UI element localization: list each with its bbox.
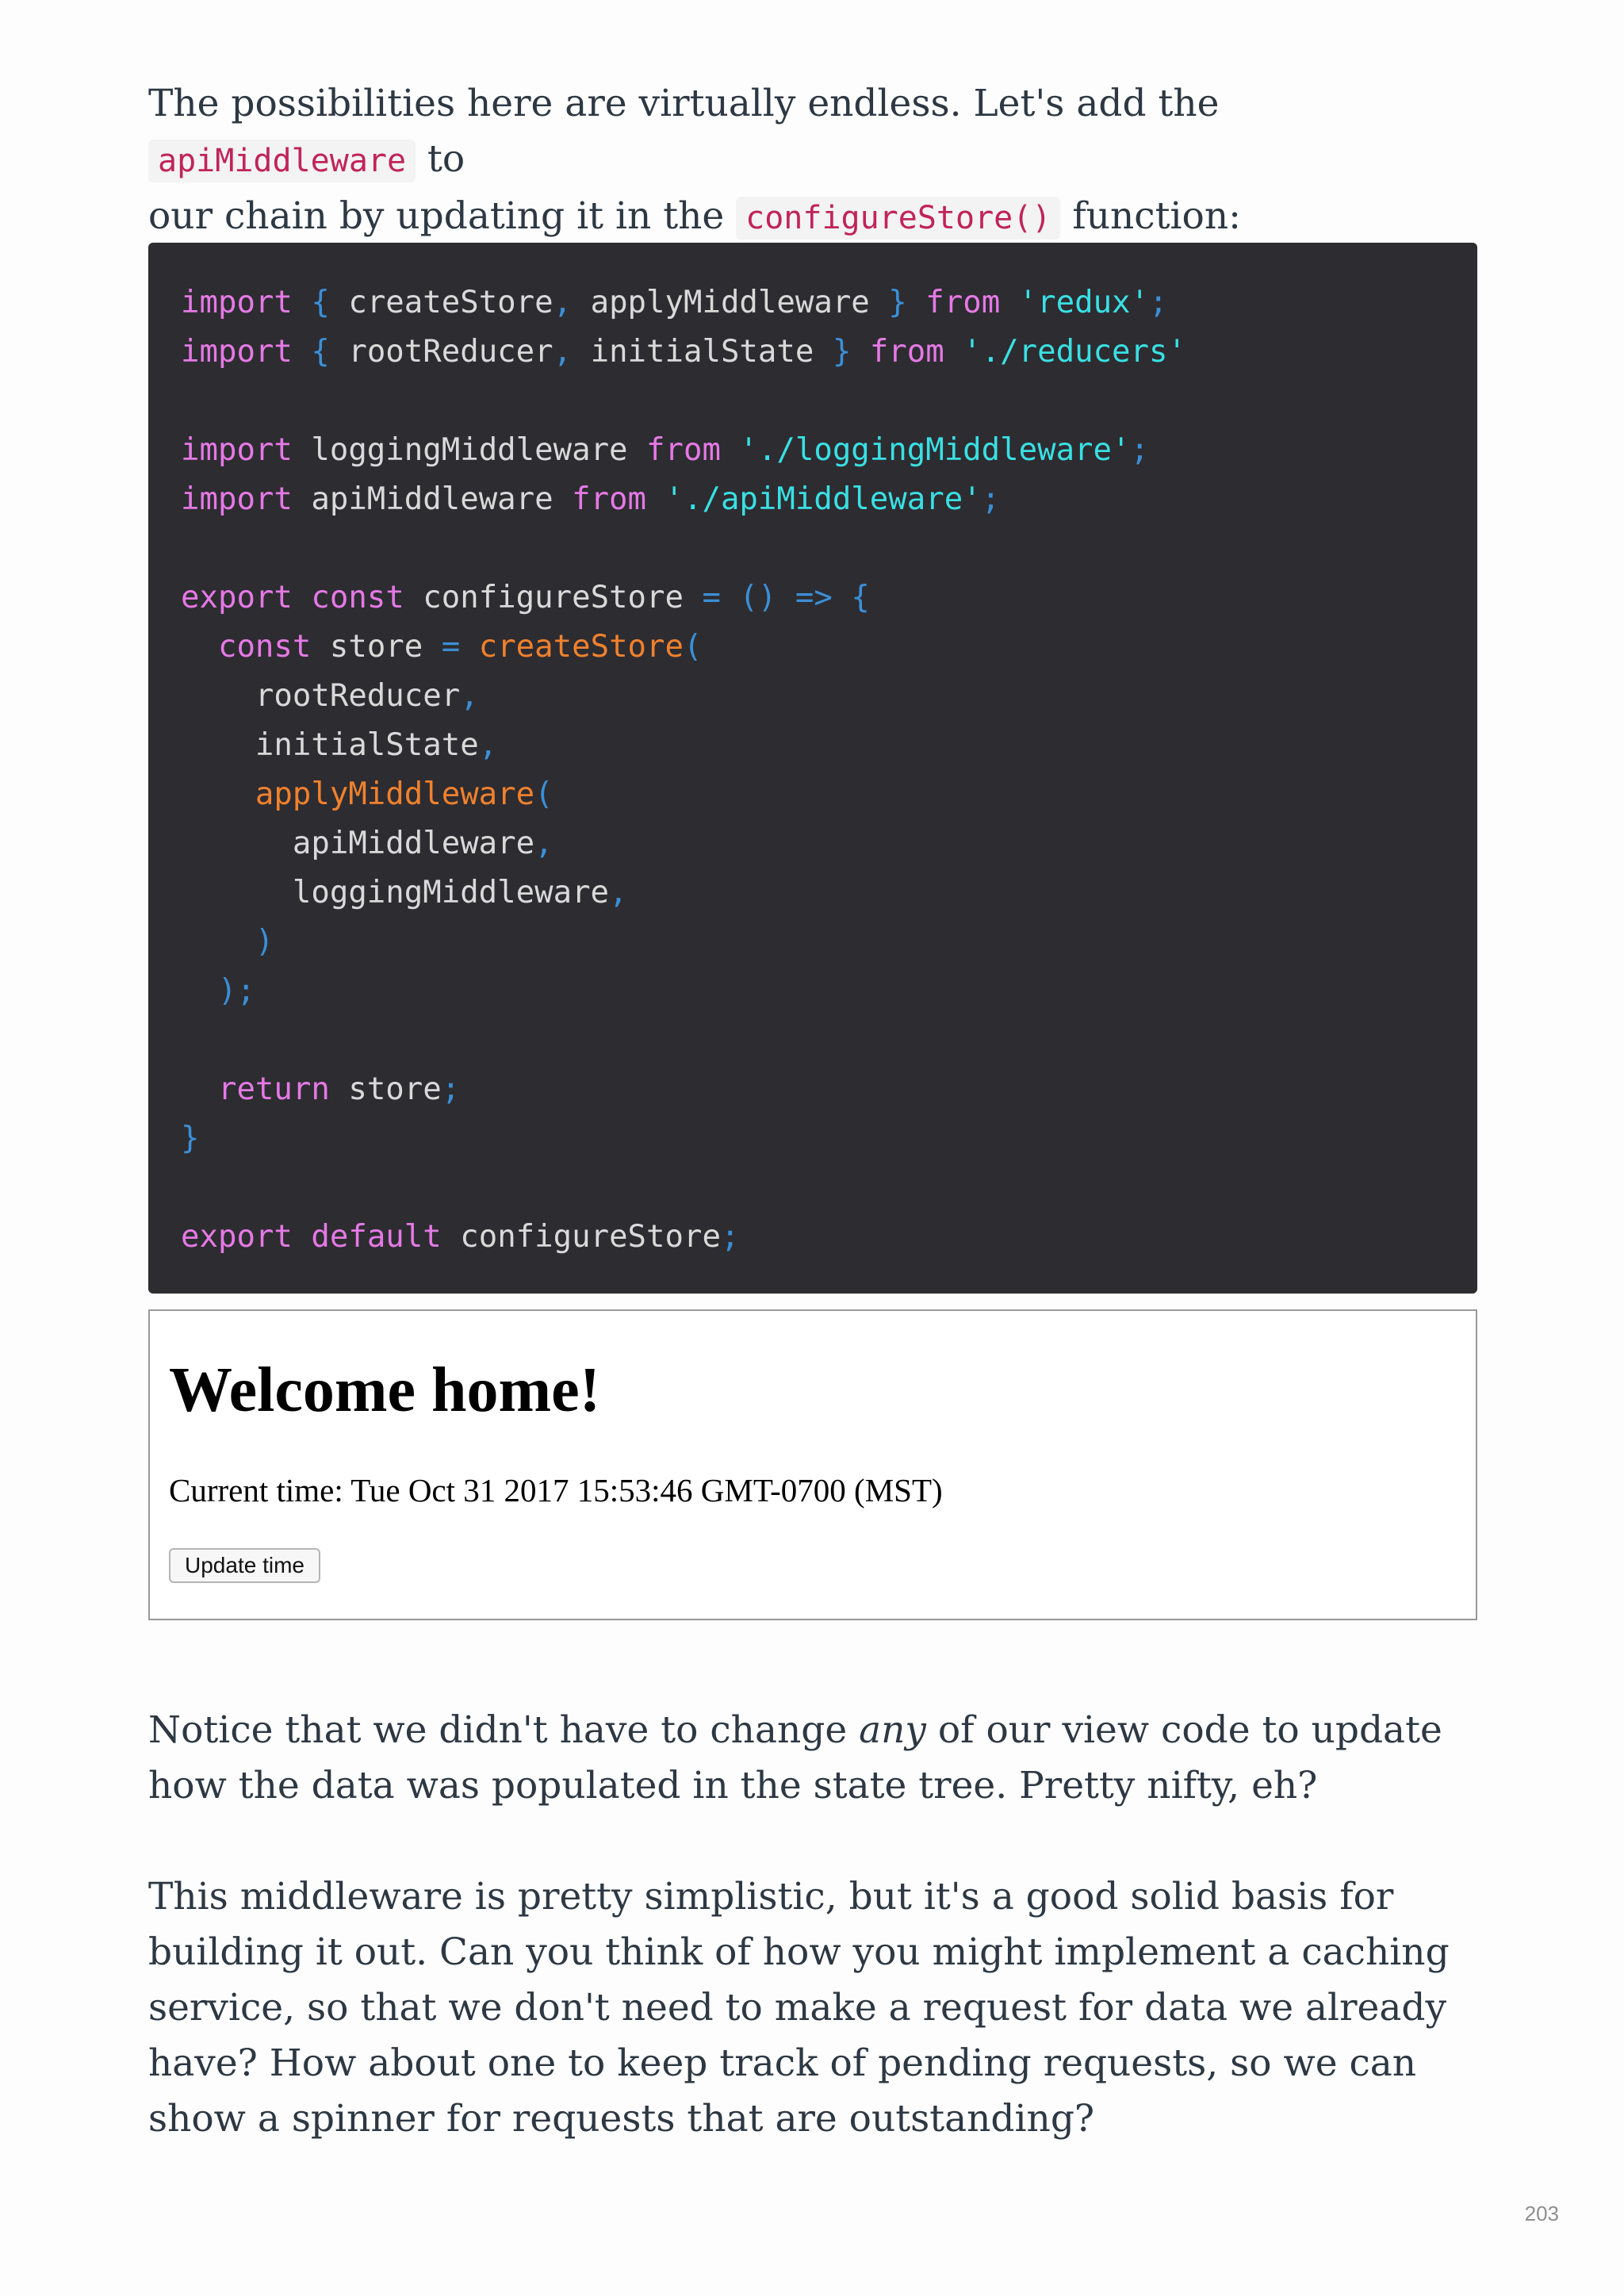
code-keyword: import (181, 481, 293, 517)
code-line (181, 1114, 1477, 1163)
code-line (181, 721, 1477, 770)
inline-code-api-middleware: apiMiddleware (148, 140, 416, 182)
code-identifier (721, 432, 739, 468)
code-identifier (293, 1219, 311, 1255)
code-identifier: store (329, 1071, 442, 1107)
code-identifier: rootReducer (329, 334, 553, 370)
code-punctuation: } (181, 1121, 200, 1156)
code-keyword: return (217, 1071, 330, 1107)
code-string: './loggingMiddleware' (739, 432, 1131, 468)
code-identifier: store (311, 629, 442, 665)
code-punctuation: () (739, 580, 777, 615)
intro-paragraph (148, 76, 1480, 246)
code-identifier: configureStore (404, 580, 703, 615)
code-identifier (181, 1071, 218, 1107)
code-punctuation: ; (1149, 285, 1168, 320)
code-string: 'redux' (1018, 285, 1150, 320)
code-string: './apiMiddleware' (665, 481, 982, 517)
code-line (181, 1213, 1477, 1262)
notice-emphasis: any (859, 1708, 926, 1752)
middleware-paragraph: This middleware is pretty simplistic, but it's a good solid basis for building it out. Can you think of how you might implement a caching service, so that we don't need to make a request for data we already have? How about one to keep track of pending requests, so we can show a spinner for requests that are outstanding? (148, 1875, 1450, 2141)
code-keyword: import (181, 432, 293, 468)
current-time-label: Current time: (169, 1472, 351, 1508)
notice-paragraph (148, 1703, 1480, 1814)
code-punctuation: ; (981, 481, 1001, 517)
notice-text-start: Notice that we didn't have to change (148, 1708, 860, 1752)
code-identifier: configureStore (441, 1219, 721, 1255)
code-line (181, 524, 1477, 573)
code-line (181, 1065, 1477, 1114)
code-keyword: const (311, 580, 404, 615)
code-identifier: initialState (181, 727, 479, 763)
code-punctuation: , (460, 678, 479, 714)
code-line (181, 623, 1477, 672)
code-line (181, 1163, 1477, 1213)
code-punctuation: = (702, 580, 721, 615)
code-line (181, 1016, 1477, 1065)
code-identifier (460, 629, 478, 665)
code-identifier (293, 580, 311, 615)
demo-heading: Welcome home! (169, 1355, 601, 1425)
code-keyword: export (181, 580, 293, 615)
code-line (181, 819, 1477, 868)
code-identifier: createStore (329, 285, 553, 320)
code-keyword: default (311, 1219, 442, 1255)
code-keyword: from (646, 432, 721, 468)
current-time-value: Tue Oct 31 2017 15:53:46 GMT-0700 (MST) (350, 1472, 943, 1508)
code-identifier: apiMiddleware (292, 481, 573, 517)
code-punctuation: ); (217, 973, 255, 1009)
intro-line2-text: our chain by updating it in the (148, 194, 737, 238)
code-punctuation: , (553, 285, 573, 320)
code-line (181, 573, 1477, 623)
intro-line2-tail: function: (1060, 194, 1241, 238)
code-function: applyMiddleware (255, 776, 535, 812)
code-punctuation: => (795, 580, 833, 615)
code-keyword: from (572, 481, 647, 517)
code-identifier (944, 334, 963, 370)
update-time-button[interactable]: Update time (169, 1548, 320, 1583)
code-line (181, 278, 1477, 328)
code-identifier (181, 629, 218, 665)
code-keyword: from (869, 334, 944, 370)
code-punctuation: ( (534, 776, 553, 812)
code-identifier (833, 580, 851, 615)
code-punctuation: ) (255, 924, 274, 960)
code-punctuation: ; (441, 1071, 461, 1107)
code-identifier: loggingMiddleware (292, 432, 647, 468)
code-punctuation: { (311, 334, 330, 370)
code-line (181, 868, 1477, 918)
code-keyword: import (181, 285, 293, 320)
code-identifier (851, 334, 869, 370)
code-keyword: from (925, 285, 1001, 320)
code-line (181, 770, 1477, 819)
notice-text-end: of our view code to update how the data was populated in the state tree. Pretty nifty, eh? (148, 1708, 1442, 1807)
code-punctuation: ( (684, 629, 703, 665)
code-identifier: initialState (572, 334, 833, 370)
code-identifier (181, 924, 255, 960)
code-line (181, 918, 1477, 967)
code-line (181, 967, 1477, 1016)
code-punctuation: } (832, 334, 852, 370)
code-block (148, 243, 1477, 1294)
page-number: 203 (1524, 2202, 1559, 2225)
code-line (181, 426, 1477, 475)
code-punctuation: { (851, 580, 870, 615)
code-string: './reducers' (963, 334, 1186, 370)
code-punctuation: , (534, 826, 553, 861)
intro-line1-tail: to (416, 137, 465, 181)
code-identifier (907, 285, 925, 320)
code-identifier (721, 580, 739, 615)
code-punctuation: } (888, 285, 907, 320)
code-punctuation: ; (720, 1219, 740, 1255)
code-line (181, 475, 1477, 524)
code-punctuation: , (478, 727, 498, 763)
code-identifier (646, 481, 665, 517)
demo-output-frame (148, 1309, 1477, 1620)
code-line (181, 377, 1477, 426)
code-function: createStore (478, 629, 684, 665)
code-identifier (181, 776, 255, 812)
code-identifier (293, 334, 311, 370)
code-line (181, 328, 1477, 377)
code-line (181, 672, 1477, 721)
code-punctuation: = (441, 629, 461, 665)
code-identifier (776, 580, 795, 615)
code-punctuation: ; (1130, 432, 1149, 468)
code-punctuation: { (311, 285, 330, 320)
code-identifier: applyMiddleware (572, 285, 889, 320)
code-identifier (293, 285, 311, 320)
code-keyword: import (181, 334, 293, 370)
code-punctuation: , (609, 875, 628, 910)
code-keyword: const (217, 629, 312, 665)
code-punctuation: , (553, 334, 573, 370)
code-identifier: apiMiddleware (181, 826, 535, 861)
current-time-line (169, 1474, 943, 1507)
code-identifier (181, 973, 218, 1009)
code-identifier: loggingMiddleware (181, 875, 610, 910)
intro-line1-text: The possibilities here are virtually endless. Let's add the (148, 82, 1220, 125)
code-keyword: export (181, 1219, 293, 1255)
inline-code-configure-store: configureStore() (736, 197, 1060, 240)
code-identifier (1000, 285, 1018, 320)
code-identifier: rootReducer (181, 678, 461, 714)
